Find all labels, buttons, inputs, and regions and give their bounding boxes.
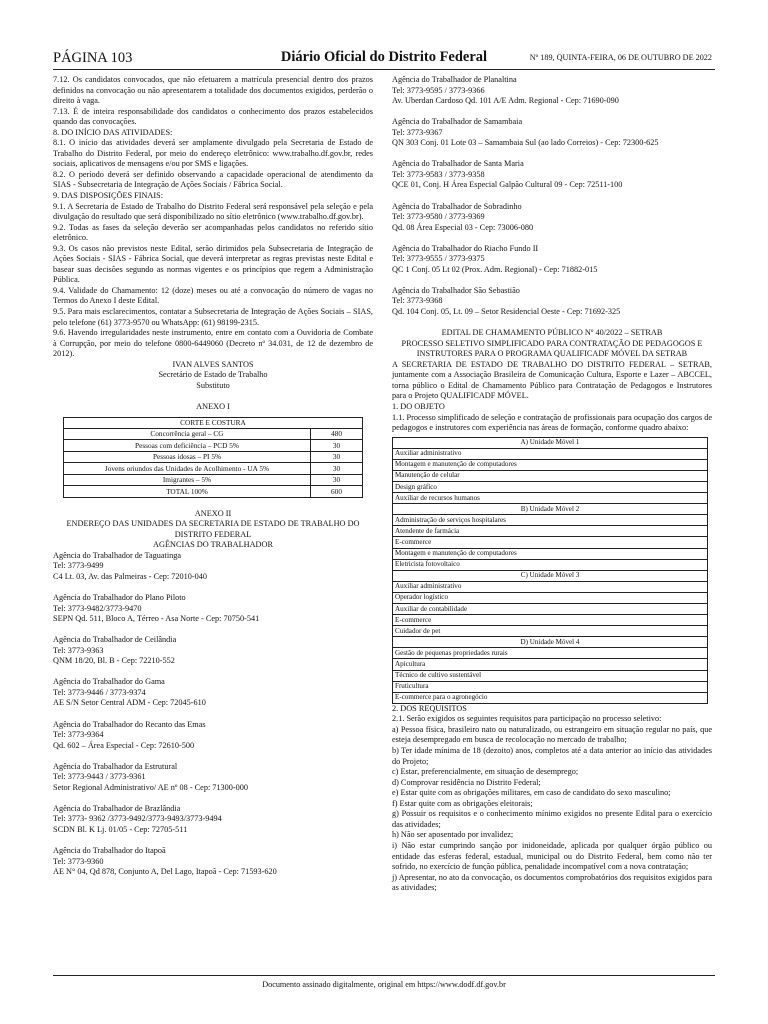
table-row (393, 659, 708, 670)
agency-phone: Tel: 3773-9583 / 3773-9358 (392, 169, 485, 179)
unit-title: A) Unidade Móvel 1 (393, 437, 708, 448)
table-row (393, 592, 708, 603)
quota-value: 30 (311, 463, 363, 475)
course-item: Atendente de farmácia (393, 526, 708, 537)
spacer (53, 709, 373, 720)
spacer (392, 107, 712, 118)
agency-phone: Tel: 3773-9363 (53, 645, 104, 655)
table-row (393, 515, 708, 526)
quota-category: Jovens oriundos das Unidades de Acolhimento - UA 5% (64, 463, 311, 475)
course-item: Cuidador de pet (393, 626, 708, 637)
paragraph: 9.6. Havendo irregularidades neste instrumento, entre em contato com a Ouvidoria de Combate à Corrupção, por meio do telefone 0800-6449060 (Decreto nº 34.031, de 12 de dezembro de 2012). (53, 328, 373, 359)
agency-name: Agência do Trabalhador de Santa Maria (392, 159, 524, 169)
agency-phone: Tel: 3773-9595 / 3773-9366 (392, 85, 485, 95)
right-column (392, 75, 712, 894)
page-number: PÁGINA 103 (53, 50, 133, 66)
course-item: Auxiliar de contabilidade (393, 604, 708, 615)
quota-value: 30 (311, 440, 363, 452)
spacer (53, 391, 373, 402)
paragraph: 9. DAS DISPOSIÇÕES FINAIS: (53, 191, 164, 201)
paragraph: 9.3. Os casos não previstos neste Edital, serão dirimidos pela Subsecretaria de Integração de Ações Sociais - SIAS - Fábrica Social, que deverá interpretar as regras previstas neste Edital e basear suas decisões segundo as normas vigentes e os princípios que regem a Administração Pública. (53, 243, 373, 285)
agency-phone: Tel: 3773-9580 / 3773-9369 (392, 212, 485, 222)
agency-phone: Tel: 3773- 9362 /3773-9492/3773-9493/3773-9494 (53, 814, 222, 824)
requirement: j) Apresentar, no ato da convocação, os documentos comprobatórios dos requisitos exigidos para as atividades; (392, 872, 712, 893)
table-row (393, 615, 708, 626)
unit-title: C) Unidade Móvel 3 (393, 570, 708, 581)
table-row (393, 637, 708, 648)
requirement: e) Estar quite com as obrigações militares, em caso de candidato do sexo masculino; (392, 788, 671, 798)
spacer (53, 793, 373, 804)
section-heading: 1. DO OBJETO (392, 401, 445, 411)
table-row (393, 493, 708, 504)
agency-address: Qd. 602 – Área Especial - Cep: 72610-500 (53, 740, 195, 750)
quota-value: 600 (311, 486, 363, 498)
paragraph: 1.1. Processo simplificado de seleção e contratação de profissionais para ocupação dos cargos de pedagogos e instrutores com experiência nas áreas de formação, conforme quadro abaixo: (392, 412, 712, 433)
course-name: CORTE E COSTURA (64, 417, 363, 428)
agency-phone: Tel: 3773-9446 / 3773-9374 (53, 687, 146, 697)
agency-phone: Tel: 3773-9443 / 3773-9361 (53, 772, 146, 782)
course-item: Montagem e manutenção de computadores (393, 548, 708, 559)
course-item: Auxiliar administrativo (393, 448, 708, 459)
quota-category: Pessoas idosas – PI 5% (64, 451, 311, 463)
edital-title: EDITAL DE CHAMAMENTO PÚBLICO Nº 40/2022 – SETRAB (441, 328, 663, 338)
agency-address: Av. Uberdan Cardoso Qd. 101 A/E Adm. Regional - Cep: 71690-090 (392, 96, 619, 106)
paragraph: 7.12. Os candidatos convocados, que não efetuarem a matrícula presencial dentro dos prazos definidos na convocação ou não apresentarem a totalidade dos documentos exigidos, perderão o direito à vaga. (53, 75, 373, 106)
annex-title: ANEXO I (196, 401, 230, 411)
agency-address: QCE 01, Conj. H Área Especial Galpão Cultural 09 - Cep: 72511-100 (392, 180, 623, 190)
publication-title: Diário Oficial do Distrito Federal (280, 49, 488, 65)
course-item: Apicultura (393, 659, 708, 670)
table-row (393, 570, 708, 581)
page-header (53, 48, 715, 70)
courses-table (392, 437, 708, 704)
requirement: 2. DOS REQUISITOS (392, 703, 467, 713)
requirement: a) Pessoa física, brasileiro nato ou naturalizado, ou estrangeiro em situação regular no país, que esteja desempregado em busca de recolocação no mercado de trabalho; (392, 724, 712, 745)
quota-table (63, 417, 363, 499)
requirement: c) Estar, preferencialmente, em situação de desemprego; (392, 767, 579, 777)
table-row (64, 451, 363, 463)
quota-category: Pessoas com deficiência – PCD 5% (64, 440, 311, 452)
paragraph: 8.2. O período deverá ser definido observando a capacidade operacional de atendimento da SIAS - Subsecretaria de Integração de Ações Sociais / Fábrica Social. (53, 169, 373, 190)
agency-name: Agência do Trabalhador do Plano Piloto (53, 592, 186, 602)
quota-value: 30 (311, 451, 363, 463)
annex-title: ANEXO II (194, 508, 232, 518)
table-row (393, 504, 708, 515)
signatory-name: IVAN ALVES SANTOS (172, 359, 254, 369)
footer-divider (53, 975, 715, 976)
signatory-status: Substituto (196, 380, 230, 390)
unit-title: B) Unidade Móvel 2 (393, 504, 708, 515)
agency-address: Qd. 104 Conj. 05, Lt. 09 – Setor Residencial Oeste - Cep: 71692-325 (392, 307, 621, 317)
requirement: g) Possuir os requisitos e o conhecimento mínimo exigidos no presente Edital para o exercício das atividades; (392, 809, 712, 829)
table-row (393, 626, 708, 637)
spacer (53, 625, 373, 636)
table-row (393, 648, 708, 659)
course-item: Manutenção de celular (393, 470, 708, 481)
table-row (393, 481, 708, 492)
quota-value: 480 (311, 428, 363, 440)
agency-phone: Tel: 3773-9555 / 3773-9375 (392, 254, 485, 264)
agency-name: Agência do Trabalhador de Samambaia (392, 117, 523, 127)
course-item: E-commerce (393, 615, 708, 626)
table-row (393, 448, 708, 459)
table-row (64, 463, 363, 475)
spacer (53, 498, 373, 509)
paragraph: 8.1. O início das atividades deverá ser amplamente divulgado pela Secretaria de Estado de Trabalho do Distrito Federal, por meio do endereço eletrônico: www.trabalho.df.gov.br, redes sociais, aplicativos de mensagens e/ou por SMS e ligações. (53, 138, 373, 169)
agency-name: Agência do Trabalhador São Sebastião (392, 285, 520, 295)
paragraph: 9.5. Para mais esclarecimentos, contatar a Subsecretaria de Integração de Ações Sociais – SIAS, pelo telefone (61) 3773-9570 ou WhatsApp: (61) 98199-2315. (53, 307, 373, 327)
agency-name: Agência do Trabalhador de Ceilândia (53, 635, 177, 645)
requirement: i) Não estar cumprindo sanção por inidoneidade, aplicada por qualquer órgão público ou entidade das esferas federal, estadual, municipal ou do Distrito Federal, bem como não ter sofrido, no exercício de função pública, penalidade incompatível com a nova contratação; (392, 840, 712, 872)
table-row (393, 537, 708, 548)
requirement: b) Ter idade mínima de 18 (dezoito) anos, completos até a data anterior ao início das atividades do Projeto; (392, 746, 712, 766)
paragraph: 7.13. É de inteira responsabilidade dos candidatos o conhecimento dos prazos estabelecidos quando das convocações. (53, 106, 373, 127)
table-row (393, 459, 708, 470)
spacer (392, 318, 712, 329)
agency-phone: Tel: 3773-9368 (392, 296, 443, 306)
course-item: Design gráfico (393, 481, 708, 492)
spacer (392, 191, 712, 202)
course-item: Auxiliar de recursos humanos (393, 493, 708, 504)
paragraph: 9.2. Todas as fases da seleção deverão ser acompanhadas pelos candidatos no referido sítio eletrônico. (53, 222, 373, 243)
agency-address: QN 303 Conj. 01 Lote 03 – Samambaia Sul (ao lado Correios) - Cep: 72300-625 (392, 138, 659, 148)
agency-phone: Tel: 3773-9367 (392, 127, 443, 137)
agency-phone: Tel: 3773-9364 (53, 730, 104, 740)
agency-address: AE N° 04, Qd 878, Conjunto A, Del Lago, Itapoã - Cep: 71593-620 (53, 867, 277, 877)
requirement: d) Comprovar residência no Distrito Federal; (392, 777, 541, 787)
footer-note: Documento assinado digitalmente, original em https://www.dodf.df.gov.br (262, 980, 506, 989)
agency-phone: Tel: 3773-9360 (53, 856, 104, 866)
course-item: Administração de serviços hospitalares (393, 515, 708, 526)
spacer (392, 275, 712, 286)
agency-address: QNM 18/20, Bl. B - Cep: 72210-552 (53, 656, 175, 666)
table-row (393, 559, 708, 570)
agency-name: Agência do Trabalhador de Brazlândia (53, 803, 181, 813)
table-row (393, 470, 708, 481)
table-row (393, 526, 708, 537)
table-row (393, 670, 708, 681)
table-row (393, 548, 708, 559)
spacer (392, 233, 712, 244)
table-row (393, 604, 708, 615)
spacer (53, 582, 373, 593)
edital-subtitle: PROCESSO SELETIVO SIMPLIFICADO PARA CONTRATAÇÃO DE PEDAGOGOS E INSTRUTORES PARA O PROGRAMA QUALIFICADF MÓVEL DA SETRAB (401, 338, 703, 359)
requirement: f) Estar quite com as obrigações eleitorais; (392, 798, 533, 808)
agency-address: AE S/N Setor Central ADM - Cep: 72045-610 (53, 698, 206, 708)
table-row (64, 440, 363, 452)
agency-phone: Tel: 3773-9499 (53, 561, 104, 571)
agency-address: QC 1 Conj. 05 Lt 02 (Prox. Adm. Regional) - Cep: 71882-015 (392, 264, 598, 274)
course-item: Técnico de cultivo sustentável (393, 670, 708, 681)
agency-name: Agência do Trabalhador da Estrutural (53, 761, 178, 771)
quota-value: 30 (311, 474, 363, 486)
agency-name: Agência do Trabalhador do Gama (53, 677, 165, 687)
course-item: Montagem e manutenção de computadores (393, 459, 708, 470)
spacer (53, 751, 373, 762)
left-column (53, 75, 373, 878)
table-row (64, 417, 363, 428)
agency-address: SEPN Qd. 511, Bloco A, Térreo - Asa Norte - Cep: 70750-541 (53, 614, 260, 624)
table-row (393, 581, 708, 592)
spacer (53, 836, 373, 847)
paragraph: 9.4. Validade do Chamamento: 12 (doze) meses ou até a convocação do número de vagas no Termos do Anexo I deste Edital. (53, 285, 373, 306)
annex-subheading: AGÊNCIAS DO TRABALHADOR (153, 540, 273, 550)
agency-address: Setor Regional Administrativo/ AE nº 08 - Cep: 71300-000 (53, 782, 249, 792)
requirement: h) Não ser aposentado por invalidez; (392, 830, 514, 840)
course-item: Auxiliar administrativo (393, 581, 708, 592)
issue-date: Nº 189, QUINTA-FEIRA, 06 DE OUTUBRO DE 2022 (529, 53, 712, 62)
agency-name: Agência do Trabalhador do Riacho Fundo II (392, 243, 539, 253)
signatory-role: Secretário de Estado de Trabalho (158, 370, 268, 380)
quota-category: TOTAL 100% (64, 486, 311, 498)
course-item: E-commerce para o agronegócio (393, 692, 708, 703)
table-row (64, 486, 363, 498)
requirement: 2.1. Serão exigidos os seguintes requisitos para participação no processo seletivo: (392, 714, 662, 724)
unit-title: D) Unidade Móvel 4 (393, 637, 708, 648)
agency-name: Agência do Trabalhador do Recanto das Emas (53, 719, 206, 729)
course-item: Operador logístico (393, 592, 708, 603)
course-item: Gestão de pequenas propriedades rurais (393, 648, 708, 659)
agency-name: Agência do Trabalhador de Planaltina (392, 75, 517, 84)
table-row (64, 428, 363, 440)
course-item: Fruticultura (393, 681, 708, 692)
agency-name: Agência do Trabalhador de Taguatinga (53, 550, 182, 560)
edital-intro: A SECRETARIA DE ESTADO DE TRABALHO DO DISTRITO FEDERAL – SETRAB, juntamente com a Associação Brasileira de Comunicação Cultura, Esporte e Lazer – ABCCEL, torna público o Edital de Chamamento Público para Contratação de Pedagogos e Instrutores para o Projeto QUALIFICADF MÓVEL. (392, 359, 712, 401)
table-row (393, 692, 708, 703)
annex-heading: ENDEREÇO DAS UNIDADES DA SECRETARIA DE ESTADO DE TRABALHO DO DISTRITO FEDERAL (66, 519, 360, 539)
table-row (393, 681, 708, 692)
agency-phone: Tel: 3773-9482/3773-9470 (53, 603, 142, 613)
spacer (392, 149, 712, 160)
paragraph: 9.1. A Secretaria de Estado de Trabalho do Distrito Federal será responsável pela seleção e pela divulgação do resultado que será disponibilizado no sítio eletrônico (www.trabalho.df.gov.br). (53, 201, 373, 222)
quota-category: Concorrência geral – CG (64, 428, 311, 440)
paragraph: 8. DO INÍCIO DAS ATIVIDADES: (53, 127, 173, 137)
agency-name: Agência do Trabalhador de Sobradinho (392, 201, 522, 211)
table-row (393, 437, 708, 448)
course-item: E-commerce (393, 537, 708, 548)
agency-name: Agência do Trabalhador do Itapoã (53, 846, 166, 856)
course-item: Eletricista fotovoltaico (393, 559, 708, 570)
table-row (64, 474, 363, 486)
quota-category: Imigrantes – 5% (64, 474, 311, 486)
agency-address: C4 Lt. 03, Av. das Palmeiras - Cep: 72010-040 (53, 571, 207, 581)
agency-address: Qd. 08 Área Especial 03 - Cep: 73006-080 (392, 222, 534, 232)
spacer (53, 667, 373, 678)
agency-address: SCDN Bl. K Lj. 01/05 - Cep: 72705-511 (53, 825, 188, 835)
